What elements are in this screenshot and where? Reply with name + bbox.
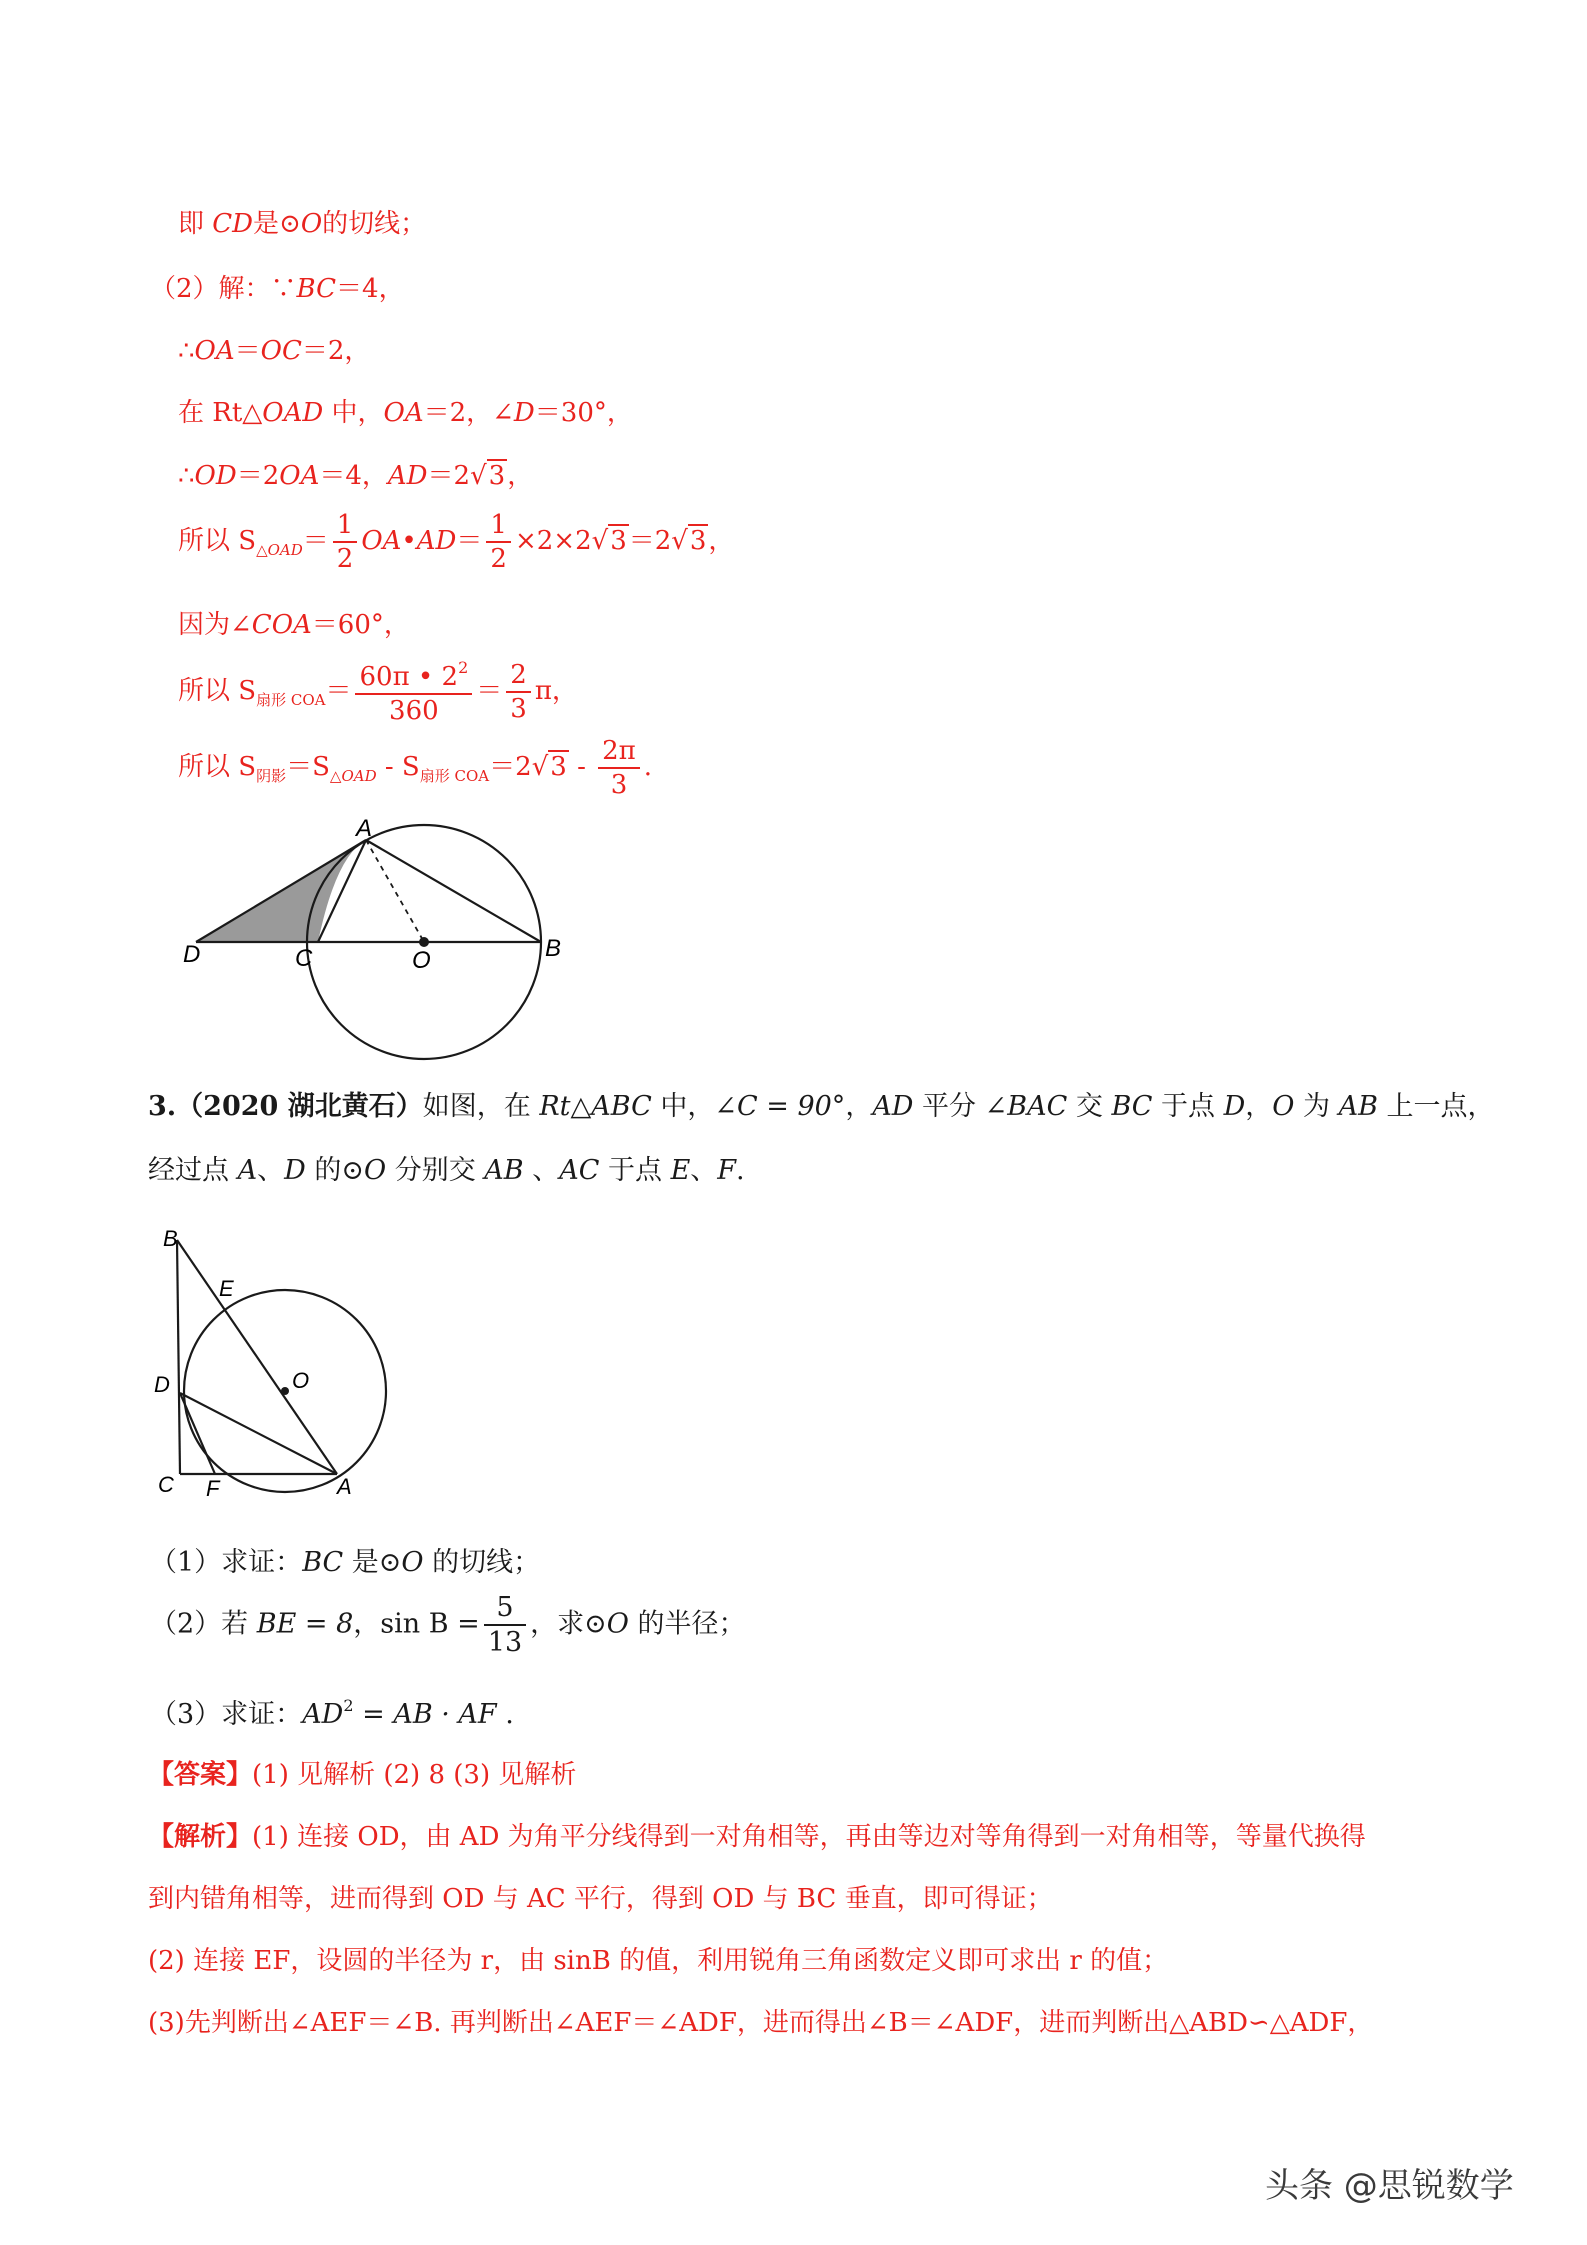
label-D: D xyxy=(154,1372,170,1397)
line-df xyxy=(180,1393,215,1474)
figure-2-right-triangle-circle xyxy=(150,1220,400,1510)
analysis-line-3: (2) 连接 EF，设圆的半径为 r，由 sinB 的值，利用锐角三角函数定义即可求出 r 的值； xyxy=(148,1946,1169,1976)
label-A: A xyxy=(356,815,373,842)
label-E: E xyxy=(219,1276,234,1301)
line-bc xyxy=(177,1240,180,1474)
label-O: O xyxy=(292,1368,310,1393)
question-2: （2）若 BE = 8，sin B = $\frac{5}{13}$ ，求⊙O 的半径； xyxy=(150,1592,746,1658)
label-O: O xyxy=(412,947,431,974)
solution-line-6: 所以 $S_{\triangle OAD}=$ $\frac{1}{2}$ OA•AD＝ $\frac{1}{2}$ ×2×2√3＝2√3， xyxy=(178,510,735,574)
line-da xyxy=(180,1393,337,1474)
line-ao-dashed xyxy=(366,840,424,942)
label-C: C xyxy=(295,945,313,972)
problem-3-line-2: 经过点 A、D 的⊙O 分别交 AB 、AC 于点 E、F. xyxy=(148,1155,745,1186)
solution-line-2: （2）解：∵BC＝4， xyxy=(150,274,405,304)
question-1: （1）求证：BC 是⊙O 的切线； xyxy=(150,1547,541,1578)
analysis-line-4: (3)先判断出∠AEF＝∠B. 再判断出∠AEF＝∠ADF，进而得出∠B＝∠ADF，进而判断出△ABD∽△ADF， xyxy=(148,2008,1374,2038)
line-ab xyxy=(366,840,541,942)
label-B: B xyxy=(545,935,562,962)
solution-line-7: 因为∠COA＝60°， xyxy=(178,610,410,640)
label-D: D xyxy=(183,941,201,968)
watermark: 头条 @思锐数学 xyxy=(1265,2166,1514,2206)
label-A: A xyxy=(337,1474,352,1499)
label-B: B xyxy=(163,1226,178,1251)
analysis-line-2: 到内错角相等，进而得到 OD 与 AC 平行，得到 OD 与 BC 垂直，即可得证； xyxy=(148,1884,1053,1914)
solution-line-1: 即 CD是⊙O的切线； xyxy=(178,209,427,239)
question-3: （3）求证：$AD^2$ = AB · AF . xyxy=(150,1696,514,1730)
solution-line-9: 所以 $S_{阴影}=S_{\triangle OAD} - S_{扇形 COA}=2√3$ - $\frac{2\pi}{3}$ . xyxy=(178,736,653,800)
solution-line-8: 所以 $S_{扇形 COA}=$ $\frac{60\pi • 2^2}{360}$ ＝ $\frac{2}{3}$ π， xyxy=(178,658,578,726)
solution-line-5: ∴OD＝2OA＝4，AD＝2√3， xyxy=(178,461,534,491)
label-C: C xyxy=(158,1472,174,1497)
solution-line-3: ∴OA＝OC＝2， xyxy=(178,336,371,366)
analysis-line-1: 【解析】(1) 连接 OD，由 AD 为角平分线得到一对角相等，再由等边对等角得到一对角相等，等量代换得 xyxy=(148,1822,1366,1852)
center-point xyxy=(281,1387,289,1395)
problem-3-line-1: 3.（2020 湖北黄石）如图，在 Rt△ABC 中，∠C = 90°，AD 平分 ∠BAC 交 BC 于点 D，O 为 AB 上一点， xyxy=(148,1091,1495,1122)
label-F: F xyxy=(206,1476,220,1501)
figure-1-circle-tangent xyxy=(170,810,590,1070)
solution-line-4: 在 Rt△OAD 中，OA＝2，∠D＝30°， xyxy=(178,398,633,428)
center-point xyxy=(419,937,429,947)
answer-line: 【答案】(1) 见解析 (2) 8 (3) 见解析 xyxy=(148,1760,577,1790)
